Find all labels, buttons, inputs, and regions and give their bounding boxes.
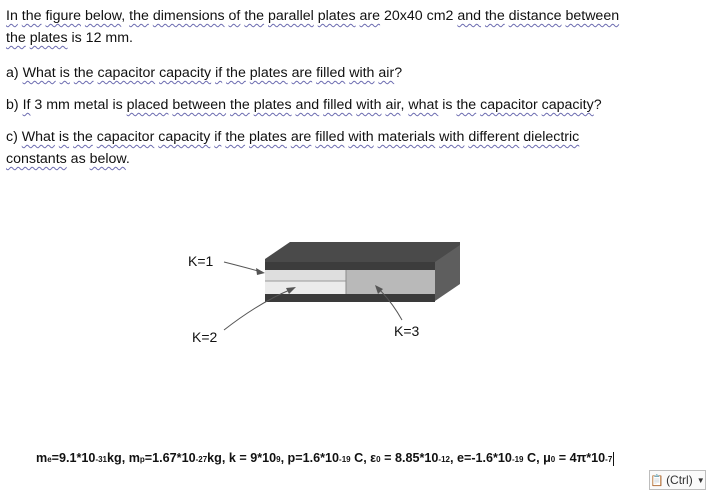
subscript: 0 xyxy=(376,455,381,464)
constant-text: C, μ xyxy=(523,451,551,465)
word: placed xyxy=(126,97,169,113)
word: and xyxy=(457,8,482,24)
word: the xyxy=(456,97,477,113)
bottom-plate xyxy=(265,294,435,302)
label-k2: K=2 xyxy=(192,329,218,345)
word: filled xyxy=(316,65,346,81)
word: plates xyxy=(253,97,292,113)
constant-text: = 4π*10 xyxy=(555,451,606,465)
dielectric-k3 xyxy=(346,270,435,294)
paste-options-label: (Ctrl) xyxy=(666,473,693,487)
constant-text: m xyxy=(36,451,48,465)
constant-text: , p=1.6*10 xyxy=(280,451,340,465)
word: dielectric xyxy=(523,129,580,145)
word: different xyxy=(468,129,520,145)
subscript: -7 xyxy=(605,455,613,464)
subscript: -31 xyxy=(95,455,107,464)
word: the xyxy=(230,97,250,113)
question-part-c xyxy=(6,126,706,170)
word: the xyxy=(226,65,246,81)
intro-line-2 xyxy=(6,27,706,49)
word: between xyxy=(172,97,227,113)
subscript: -12 xyxy=(438,455,450,464)
text-run: , xyxy=(121,8,126,24)
word: capacitor xyxy=(96,129,155,145)
word: distance xyxy=(508,8,562,24)
text-run: is xyxy=(438,97,457,113)
word: of xyxy=(228,8,241,24)
text-run: 3 mm metal is xyxy=(30,97,127,113)
word: is xyxy=(58,129,70,145)
word: constants xyxy=(6,151,67,167)
constant-text: =1.67*10 xyxy=(144,451,196,465)
word: are xyxy=(359,8,381,24)
subscript: -19 xyxy=(339,455,351,464)
constants-text xyxy=(36,451,612,465)
word: figure xyxy=(45,8,81,24)
word: capacity xyxy=(541,97,594,113)
word: and xyxy=(295,97,320,113)
question-part-b xyxy=(6,94,706,116)
word: the xyxy=(6,30,26,46)
word: the xyxy=(73,65,94,81)
word: is xyxy=(59,65,70,81)
constant-text: kg, m xyxy=(107,451,140,465)
chevron-down-icon: ▼ xyxy=(696,475,705,485)
label-k1: K=1 xyxy=(188,253,214,269)
word: are xyxy=(290,129,312,145)
constant-text: =9.1*10 xyxy=(51,451,96,465)
subscript: 0 xyxy=(550,455,556,464)
subscript: -19 xyxy=(511,455,524,464)
word: below xyxy=(89,151,126,167)
text-run: is 12 mm. xyxy=(67,30,133,46)
word: capacitor xyxy=(97,65,156,81)
word: the xyxy=(129,8,149,24)
text-run: b) xyxy=(6,97,23,113)
constant-text: kg, k = 9*10 xyxy=(207,451,277,465)
question-intro xyxy=(6,5,706,49)
clipboard-icon: 📋 xyxy=(650,474,665,487)
word: capacitor xyxy=(480,97,538,113)
text-run: c) xyxy=(6,129,22,145)
word: plates xyxy=(317,8,356,24)
text-run: 20x40 cm2 xyxy=(380,8,458,24)
text-run: , xyxy=(400,97,409,113)
word: between xyxy=(565,8,620,24)
constant-text: C, ε xyxy=(350,451,377,465)
word: plates xyxy=(29,30,68,46)
word: the xyxy=(225,129,246,145)
word: the xyxy=(21,8,42,24)
word: the xyxy=(244,8,265,24)
word: with xyxy=(439,129,465,145)
word: the xyxy=(73,129,93,145)
word: parallel xyxy=(268,8,314,24)
text-cursor xyxy=(613,452,614,466)
word: What xyxy=(22,65,56,81)
word: the xyxy=(484,8,505,24)
part-c-line-1 xyxy=(6,126,706,148)
intro-line-1 xyxy=(6,5,706,27)
part-b-text xyxy=(6,94,706,116)
label-k3: K=3 xyxy=(394,323,420,339)
subscript: p xyxy=(139,455,145,464)
word: what xyxy=(408,97,439,113)
text-run: as xyxy=(66,151,90,167)
subscript: -27 xyxy=(195,455,208,464)
word: In xyxy=(6,8,18,24)
paste-options-button[interactable] xyxy=(649,470,706,490)
word: plates xyxy=(249,129,287,145)
word: with xyxy=(356,97,382,113)
word: if xyxy=(214,129,222,145)
word: air xyxy=(378,65,395,81)
word: capacity xyxy=(158,129,211,145)
arrow-k1-head xyxy=(256,268,265,275)
text-run: a) xyxy=(6,65,23,81)
part-c-line-2 xyxy=(6,148,706,170)
subscript: e xyxy=(47,455,52,464)
subscript: 9 xyxy=(276,455,281,464)
capacitor-figure xyxy=(170,232,470,352)
question-part-a xyxy=(6,62,706,84)
constant-text: = 8.85*10 xyxy=(380,451,439,465)
text-run: . xyxy=(125,151,130,167)
part-a-text xyxy=(6,62,706,84)
physical-constants xyxy=(36,451,614,466)
word: materials xyxy=(377,129,436,145)
word: with xyxy=(349,65,375,81)
top-plate-front-edge xyxy=(265,262,435,270)
word: dimensions xyxy=(152,8,225,24)
text-run: ? xyxy=(394,65,403,81)
dielectric-k2 xyxy=(265,281,346,294)
word: below xyxy=(84,8,122,24)
word: filled xyxy=(323,97,353,113)
constant-text: , e=-1.6*10 xyxy=(449,451,512,465)
word: filled xyxy=(315,129,345,145)
word: If xyxy=(22,97,31,113)
word: if xyxy=(215,65,223,81)
text-run: ? xyxy=(593,97,602,113)
word: plates xyxy=(249,65,288,81)
word: are xyxy=(291,65,313,81)
word: capacity xyxy=(159,65,212,81)
word: air xyxy=(385,97,401,113)
word: What xyxy=(21,129,55,145)
word: with xyxy=(348,129,374,145)
arrow-k1 xyxy=(224,262,262,272)
dielectric-k1 xyxy=(265,270,346,281)
